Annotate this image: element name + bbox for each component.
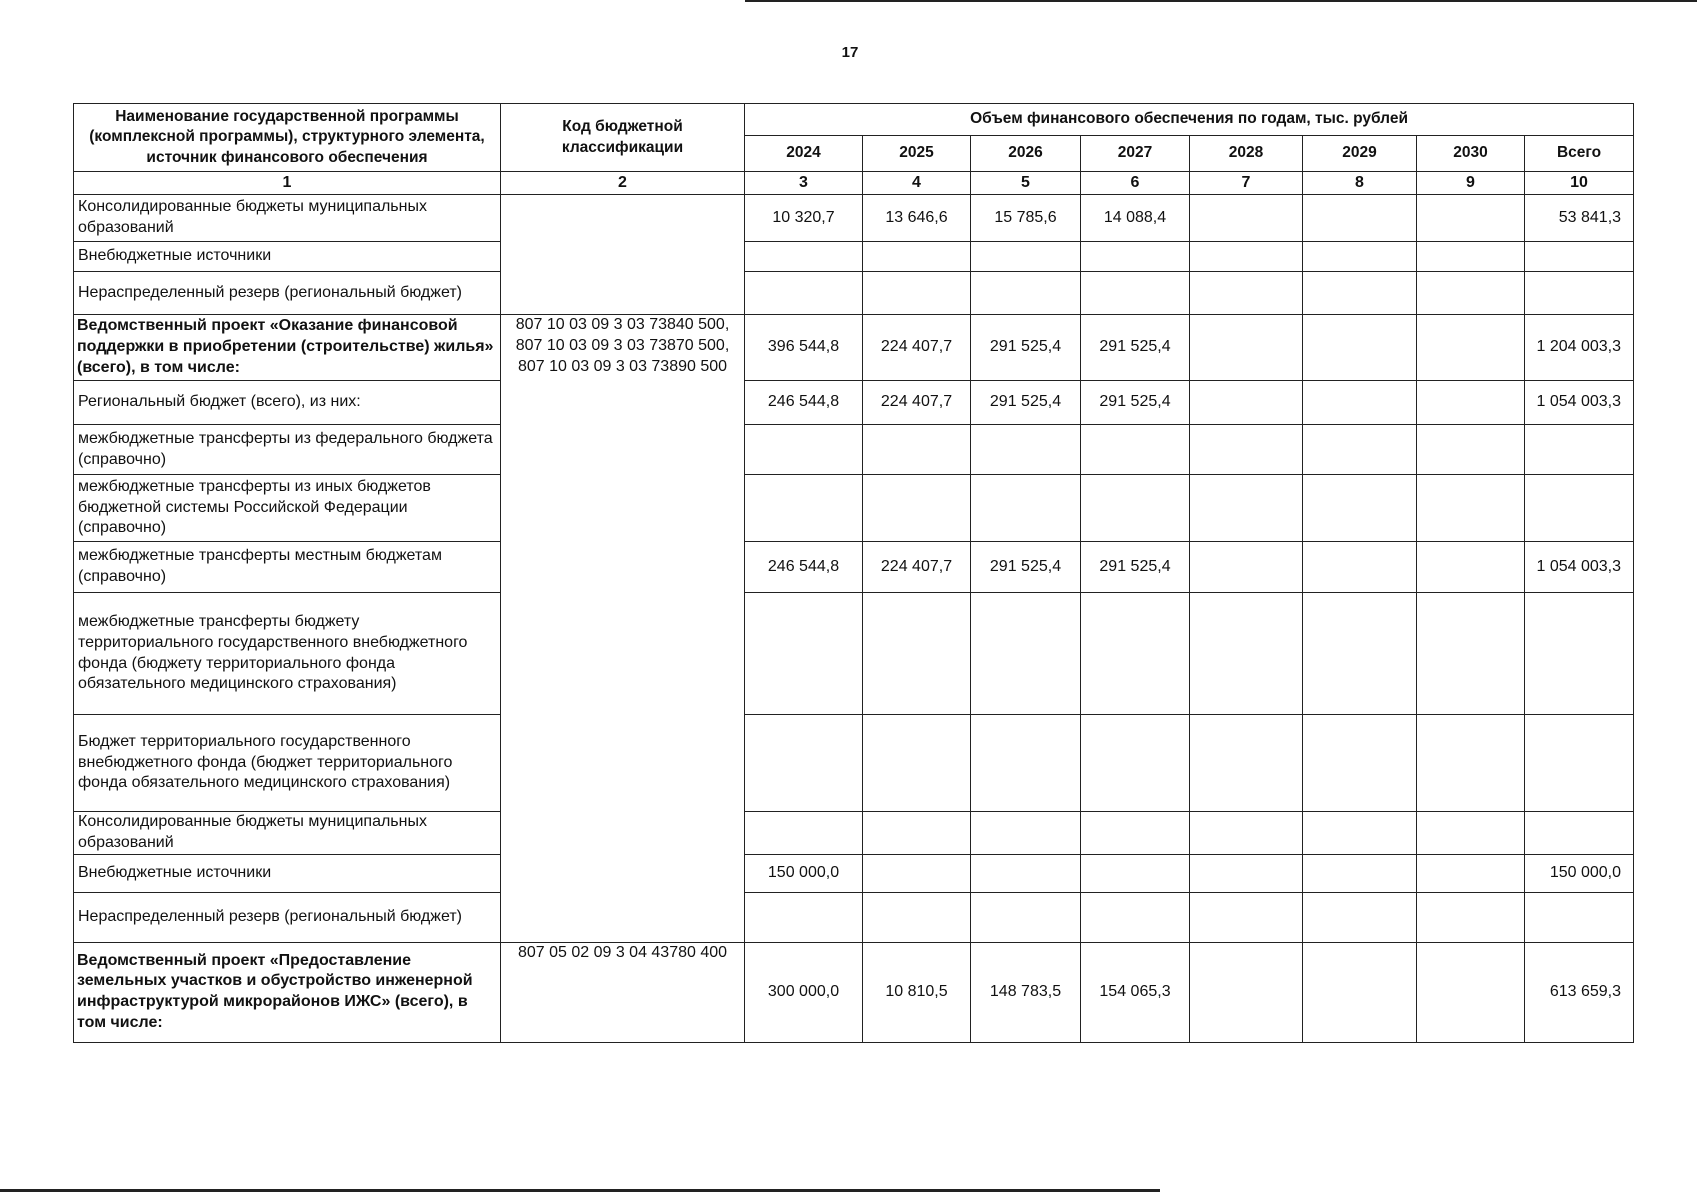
top-rule [745, 0, 1697, 2]
col-code-header: Код бюджетной классификации [501, 104, 745, 172]
year-value [1303, 892, 1417, 942]
row-name: Региональный бюджет (всего), из них: [74, 381, 501, 425]
year-value [1190, 475, 1303, 542]
year-value [1417, 542, 1525, 593]
year-value [1190, 812, 1303, 855]
row-name: межбюджетные трансферты из иных бюджетов бюджетной системы Российской Федерации (справочно) [74, 475, 501, 542]
table-row [74, 475, 1634, 542]
total-value: 1 054 003,3 [1525, 542, 1634, 593]
total-header: Всего [1525, 136, 1634, 172]
row-name: Бюджет территориального государственного внебюджетного фонда (бюджет территориального фонда обязательного медицинского страхования) [74, 715, 501, 812]
budget-table [73, 103, 1634, 1043]
year-value: 154 065,3 [1081, 942, 1190, 1042]
budget-code: 807 10 03 09 3 03 73840 500, 807 10 03 09 3 03 73870 500, 807 10 03 09 3 03 73890 500 [501, 315, 745, 943]
column-index: 3 [745, 172, 863, 195]
row-name: Консолидированные бюджеты муниципальных образований [74, 195, 501, 242]
table-row [74, 272, 1634, 315]
year-value: 291 525,4 [1081, 315, 1190, 381]
year-value [863, 812, 971, 855]
year-value [971, 425, 1081, 475]
year-value [745, 475, 863, 542]
year-value [971, 715, 1081, 812]
row-name: межбюджетные трансферты бюджету территориального государственного внебюджетного фонда (бюджету территориального фонда обязательного медицинского страхования) [74, 593, 501, 715]
column-index: 4 [863, 172, 971, 195]
year-value [1303, 195, 1417, 242]
year-value [1190, 542, 1303, 593]
year-value [1190, 242, 1303, 272]
year-header: 2028 [1190, 136, 1303, 172]
column-index: 5 [971, 172, 1081, 195]
column-index: 8 [1303, 172, 1417, 195]
year-value: 291 525,4 [971, 381, 1081, 425]
table-row [74, 542, 1634, 593]
year-header: 2025 [863, 136, 971, 172]
budget-code [501, 195, 745, 315]
year-value [971, 812, 1081, 855]
year-value [1417, 381, 1525, 425]
year-value [1303, 854, 1417, 892]
row-name: Консолидированные бюджеты муниципальных образований [74, 812, 501, 855]
year-value [1417, 425, 1525, 475]
column-index: 1 [74, 172, 501, 195]
total-value [1525, 242, 1634, 272]
year-value [1190, 715, 1303, 812]
total-value [1525, 715, 1634, 812]
table-row [74, 593, 1634, 715]
year-value [1303, 715, 1417, 812]
year-value: 15 785,6 [971, 195, 1081, 242]
year-value [863, 892, 971, 942]
column-index: 7 [1190, 172, 1303, 195]
total-value [1525, 475, 1634, 542]
row-name: Ведомственный проект «Оказание финансовой поддержки в приобретении (строительстве) жилья» (всего), в том числе: [74, 315, 501, 381]
table-row [74, 381, 1634, 425]
year-value [971, 272, 1081, 315]
year-value [745, 892, 863, 942]
column-index: 9 [1417, 172, 1525, 195]
year-value [863, 593, 971, 715]
year-value: 246 544,8 [745, 542, 863, 593]
table-row [74, 425, 1634, 475]
year-value [1417, 942, 1525, 1042]
year-value [1081, 593, 1190, 715]
year-value: 14 088,4 [1081, 195, 1190, 242]
total-value: 1 204 003,3 [1525, 315, 1634, 381]
total-value [1525, 425, 1634, 475]
year-header: 2030 [1417, 136, 1525, 172]
year-value [1081, 242, 1190, 272]
year-value [1417, 315, 1525, 381]
year-value [1303, 593, 1417, 715]
year-value [1190, 425, 1303, 475]
year-value: 224 407,7 [863, 381, 971, 425]
year-value [1190, 593, 1303, 715]
col-volume-header: Объем финансового обеспечения по годам, тыс. рублей [745, 104, 1634, 136]
year-value [1417, 854, 1525, 892]
year-value: 13 646,6 [863, 195, 971, 242]
year-value [971, 593, 1081, 715]
year-value [971, 242, 1081, 272]
year-value [745, 425, 863, 475]
year-value [745, 242, 863, 272]
year-value [1417, 195, 1525, 242]
year-value [1303, 381, 1417, 425]
year-value [1081, 272, 1190, 315]
table-row [74, 892, 1634, 942]
year-value [1303, 475, 1417, 542]
year-value [1190, 942, 1303, 1042]
total-value [1525, 593, 1634, 715]
year-value: 291 525,4 [971, 315, 1081, 381]
row-name: межбюджетные трансферты из федерального бюджета (справочно) [74, 425, 501, 475]
year-header: 2024 [745, 136, 863, 172]
total-value: 613 659,3 [1525, 942, 1634, 1042]
table-row [74, 812, 1634, 855]
total-value [1525, 812, 1634, 855]
year-value: 224 407,7 [863, 542, 971, 593]
total-value: 53 841,3 [1525, 195, 1634, 242]
year-value [1081, 425, 1190, 475]
year-value [1417, 715, 1525, 812]
year-value [971, 475, 1081, 542]
year-value [971, 892, 1081, 942]
column-index: 10 [1525, 172, 1634, 195]
year-value [1190, 892, 1303, 942]
year-value: 148 783,5 [971, 942, 1081, 1042]
year-value: 396 544,8 [745, 315, 863, 381]
year-value [1417, 475, 1525, 542]
year-value [1417, 242, 1525, 272]
row-name: Нераспределенный резерв (региональный бюджет) [74, 272, 501, 315]
year-value: 291 525,4 [1081, 542, 1190, 593]
year-value [1190, 272, 1303, 315]
year-value [1303, 812, 1417, 855]
year-value [863, 272, 971, 315]
year-value: 10 320,7 [745, 195, 863, 242]
table-row [74, 315, 1634, 381]
total-value: 150 000,0 [1525, 854, 1634, 892]
row-name: Нераспределенный резерв (региональный бюджет) [74, 892, 501, 942]
bottom-rule [0, 1189, 1160, 1192]
page-number: 17 [841, 44, 859, 61]
year-header: 2029 [1303, 136, 1417, 172]
col-name-header: Наименование государственной программы (комплексной программы), структурного элемента, источник финансового обеспечения [74, 104, 501, 172]
total-value [1525, 892, 1634, 942]
year-value [1303, 315, 1417, 381]
year-value [745, 715, 863, 812]
column-index: 2 [501, 172, 745, 195]
table-row [74, 854, 1634, 892]
year-value [1417, 593, 1525, 715]
year-value [1081, 715, 1190, 812]
year-value [863, 854, 971, 892]
table-row [74, 242, 1634, 272]
row-name: Внебюджетные источники [74, 242, 501, 272]
year-value [1081, 854, 1190, 892]
year-value: 10 810,5 [863, 942, 971, 1042]
year-value: 300 000,0 [745, 942, 863, 1042]
year-header: 2027 [1081, 136, 1190, 172]
year-value [863, 242, 971, 272]
year-value: 224 407,7 [863, 315, 971, 381]
table-row [74, 942, 1634, 1042]
year-header: 2026 [971, 136, 1081, 172]
year-value [1081, 475, 1190, 542]
year-value [863, 475, 971, 542]
row-name: Внебюджетные источники [74, 854, 501, 892]
year-value [1417, 892, 1525, 942]
year-value [971, 854, 1081, 892]
table-row [74, 195, 1634, 242]
year-value: 291 525,4 [971, 542, 1081, 593]
year-value [1303, 242, 1417, 272]
year-value [1417, 272, 1525, 315]
year-value [1190, 315, 1303, 381]
year-value [1417, 812, 1525, 855]
year-value [1303, 942, 1417, 1042]
table-row [74, 715, 1634, 812]
year-value: 150 000,0 [745, 854, 863, 892]
year-value [1081, 812, 1190, 855]
year-value [1190, 195, 1303, 242]
year-value [1303, 425, 1417, 475]
total-value [1525, 272, 1634, 315]
year-value [1081, 892, 1190, 942]
column-index: 6 [1081, 172, 1190, 195]
row-name: межбюджетные трансферты местным бюджетам (справочно) [74, 542, 501, 593]
row-name: Ведомственный проект «Предоставление земельных участков и обустройство инженерной инфраструктурой микрорайонов ИЖС» (всего), в том числе: [74, 942, 501, 1042]
year-value: 246 544,8 [745, 381, 863, 425]
year-value [745, 593, 863, 715]
budget-code: 807 05 02 09 3 04 43780 400 [501, 942, 745, 1042]
year-value [1303, 272, 1417, 315]
year-value [863, 425, 971, 475]
total-value: 1 054 003,3 [1525, 381, 1634, 425]
year-value [863, 715, 971, 812]
year-value [1303, 542, 1417, 593]
year-value: 291 525,4 [1081, 381, 1190, 425]
year-value [1190, 381, 1303, 425]
year-value [1190, 854, 1303, 892]
year-value [745, 812, 863, 855]
year-value [745, 272, 863, 315]
